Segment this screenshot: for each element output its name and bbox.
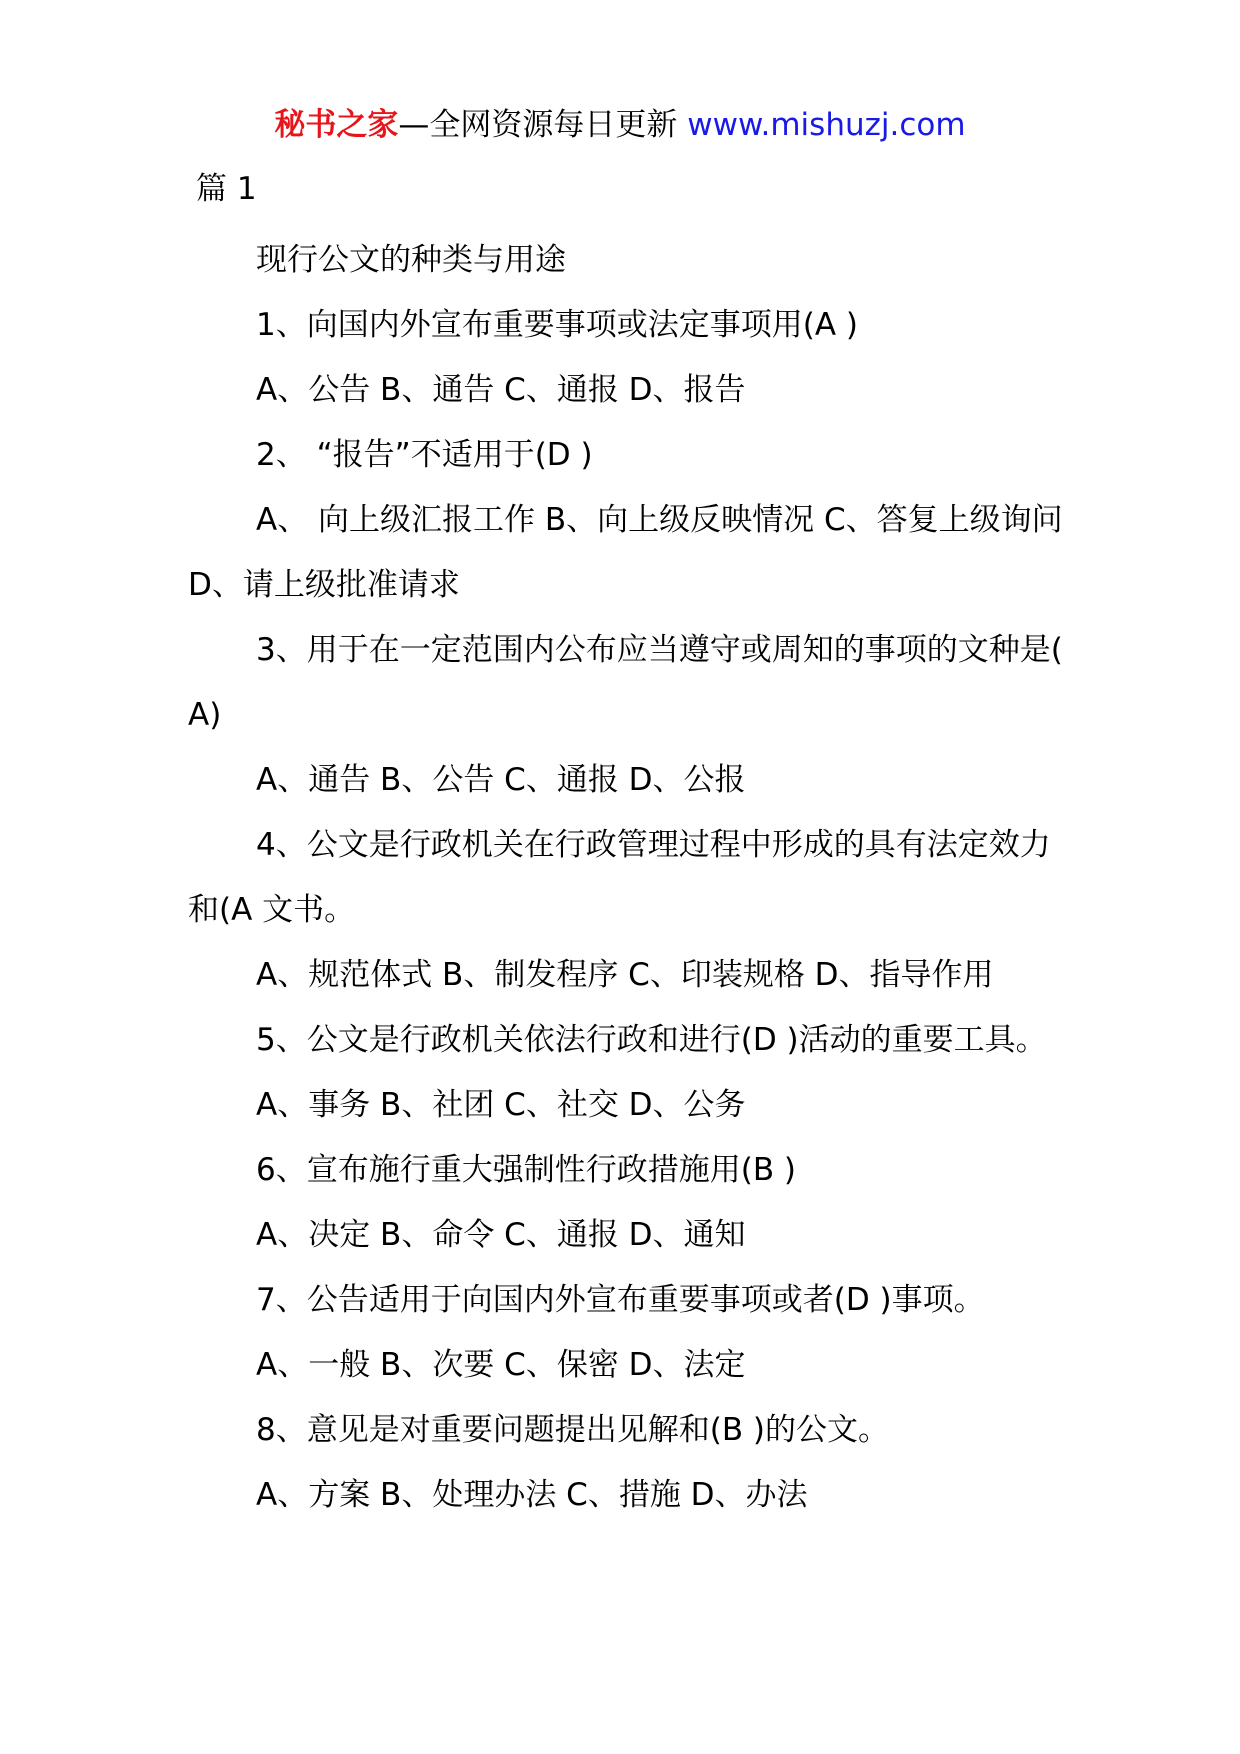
document-body [188,228,1068,1528]
question-7-options: A、一般 B、次要 C、保密 D、法定 [256,1347,746,1383]
question-2-options: A、 向上级汇报工作 B、向上级反映情况 C、答复上级询问 D、请上级批准请求 [188,502,1063,603]
site-header [0,100,1240,150]
question-6-options: A、决定 B、命令 C、通报 D、通知 [256,1217,746,1253]
question-5-options: A、事务 B、社团 C、社交 D、公务 [256,1087,746,1123]
site-brand: 秘书之家 [274,107,399,143]
question-1: 1、向国内外宣布重要事项或法定事项用(A ) [256,307,858,343]
question-3: 3、用于在一定范围内公布应当遵守或周知的事项的文种是( A) [188,632,1063,733]
question-8-options: A、方案 B、处理办法 C、措施 D、办法 [256,1477,808,1513]
question-7: 7、公告适用于向国内外宣布重要事项或者(D )事项。 [256,1282,985,1318]
question-4-options: A、规范体式 B、制发程序 C、印装规格 D、指导作用 [256,957,994,993]
question-3-options: A、通告 B、公告 C、通报 D、公报 [256,762,746,798]
site-url-link[interactable]: www.mishuzj.com [687,107,966,143]
question-5: 5、公文是行政机关依法行政和进行(D )活动的重要工具。 [256,1022,1047,1058]
question-1-options: A、公告 B、通告 C、通报 D、报告 [256,372,746,408]
question-4: 4、公文是行政机关在行政管理过程中形成的具有法定效力和(A 文书。 [188,827,1051,928]
question-2: 2、 “报告”不适用于(D ) [256,437,593,473]
site-tagline: —全网资源每日更新 [398,107,678,143]
heading-paragraph: 现行公文的种类与用途 [256,242,566,278]
question-6: 6、宣布施行重大强制性行政措施用(B ) [256,1152,797,1188]
question-8: 8、意见是对重要问题提出见解和(B )的公文。 [256,1412,890,1448]
section-title: 篇 1 [196,171,257,207]
